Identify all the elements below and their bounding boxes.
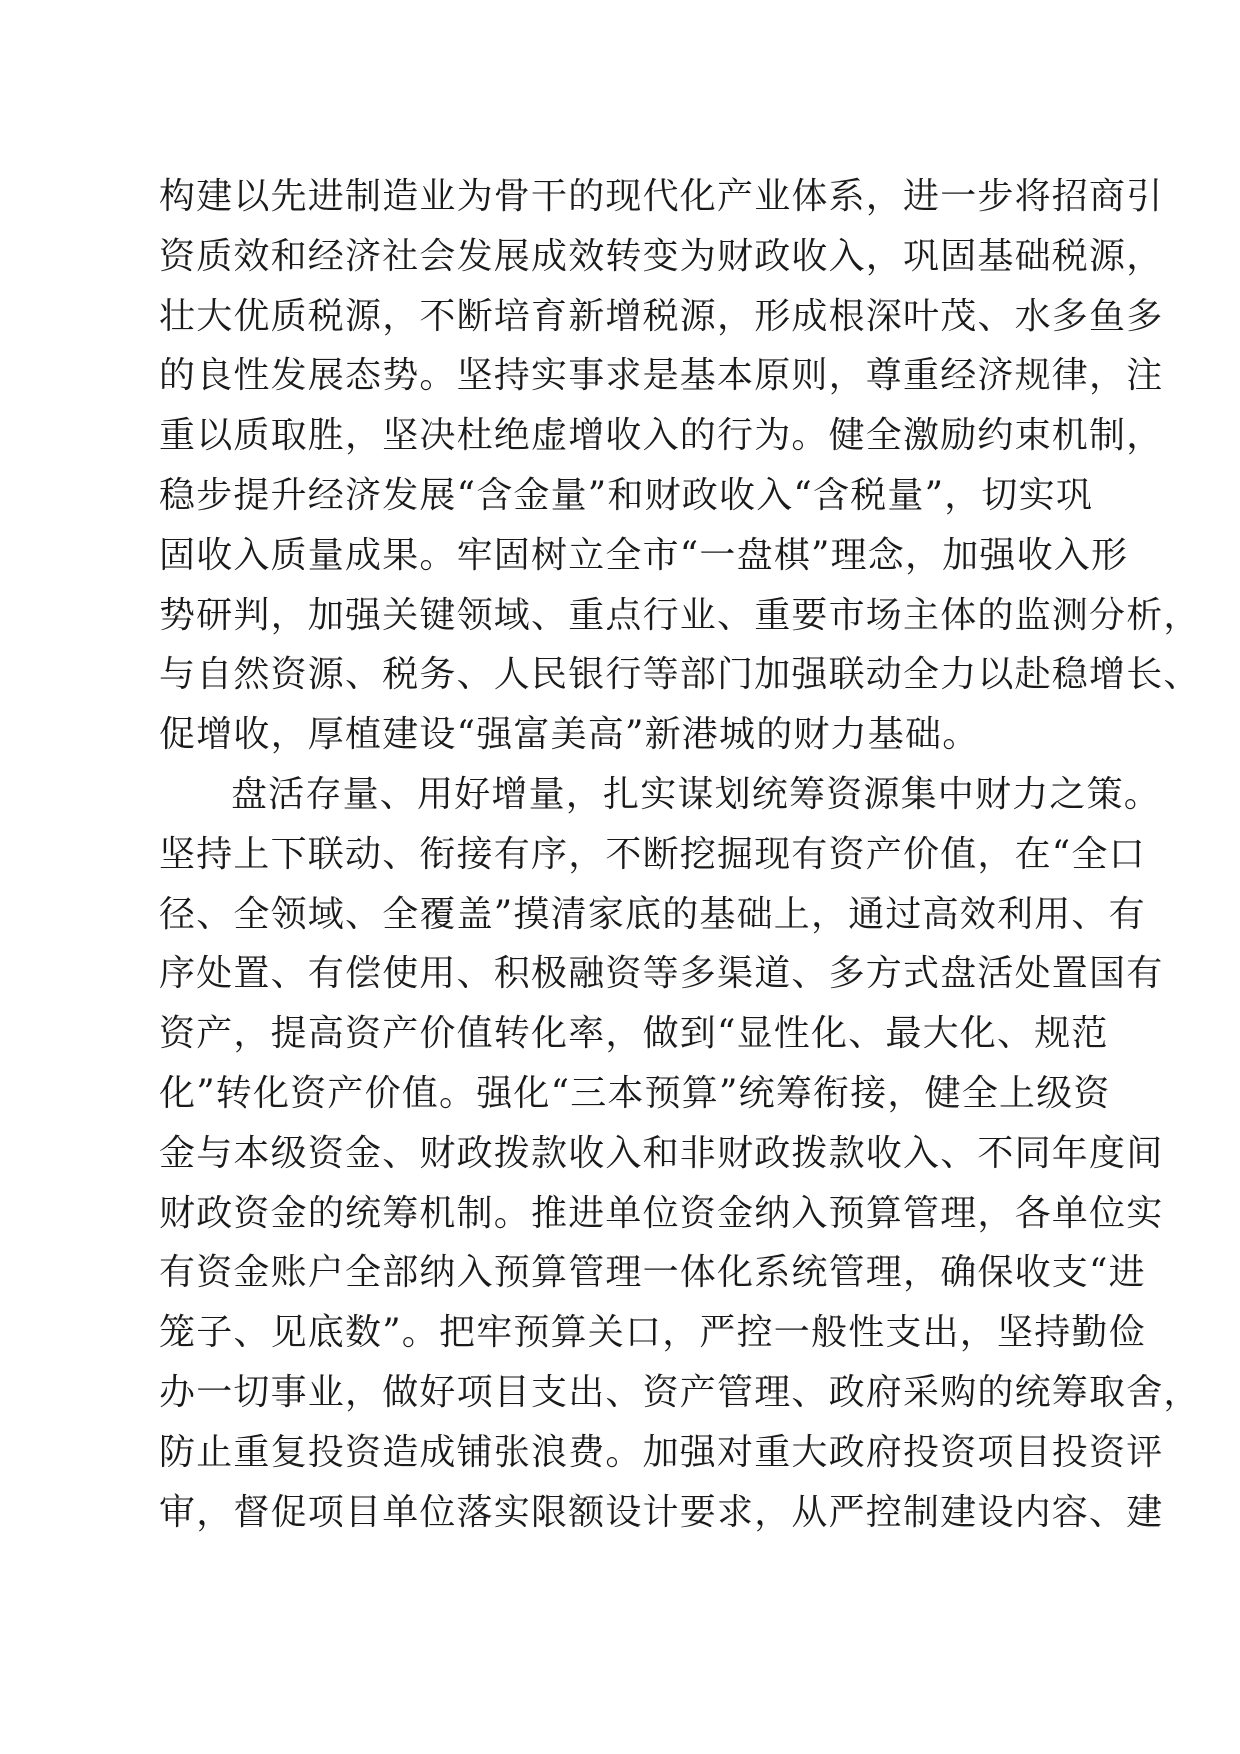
text-line: 固收入质量成果。牢固树立全市“一盘棋”理念，加强收入形 [159,534,1129,576]
text-line: 坚持上下联动、衔接有序，不断挖掘现有资产价值，在“全口 [159,833,1146,875]
text-line: 防止重复投资造成铺张浪费。加强对重大政府投资项目投资评 [159,1431,1164,1473]
text-line: 与自然资源、税务、人民银行等部门加强联动全力以赴稳增长、 [159,654,1201,696]
text-line: 财政资金的统筹机制。推进单位资金纳入预算管理，各单位实 [159,1192,1164,1234]
text-line: 稳步提升经济发展“含金量”和财政收入“含税量”，切实巩 [159,474,1094,516]
text-line: 径、全领域、全覆盖”摸清家底的基础上，通过高效利用、有 [159,893,1146,935]
text-line: 有资金账户全部纳入预算管理一体化系统管理，确保收支“进 [159,1252,1146,1294]
text-line: 壮大优质税源，不断培育新增税源，形成根深叶茂、水多鱼多 [159,295,1164,337]
text-line: 办一切事业，做好项目支出、资产管理、政府采购的统筹取舍， [159,1371,1201,1413]
text-line: 重以质取胜，坚决杜绝虚增收入的行为。健全激励约束机制， [159,415,1164,457]
text-line: 资质效和经济社会发展成效转变为财政收入，巩固基础税源， [159,235,1164,277]
text-line: 序处置、有偿使用、积极融资等多渠道、多方式盘活处置国有 [159,953,1164,995]
text-line: 资产，提高资产价值转化率，做到“显性化、最大化、规范 [159,1013,1109,1055]
paragraph-first-line: 盘活存量、用好增量，扎实谋划统筹资源集中财力之策。 [231,773,1162,815]
text-line: 金与本级资金、财政拨款收入和非财政拨款收入、不同年度间 [159,1132,1164,1174]
text-line: 审，督促项目单位落实限额设计要求，从严控制建设内容、建 [159,1491,1164,1533]
text-line: 势研判，加强关键领域、重点行业、重要市场主体的监测分析， [159,594,1201,636]
text-line: 的良性发展态势。坚持实事求是基本原则，尊重经济规律，注 [159,355,1164,397]
text-line: 构建以先进制造业为骨干的现代化产业体系，进一步将招商引 [159,176,1164,217]
text-line: 化”转化资产价值。强化“三本预算”统筹衔接，健全上级资 [159,1072,1111,1114]
text-line: 笼子、见底数”。把牢预算关口，严控一般性支出，坚持勤俭 [159,1312,1146,1354]
body-text [159,167,1201,1542]
text-line: 促增收，厚植建设“强富美高”新港城的财力基础。 [159,714,980,756]
